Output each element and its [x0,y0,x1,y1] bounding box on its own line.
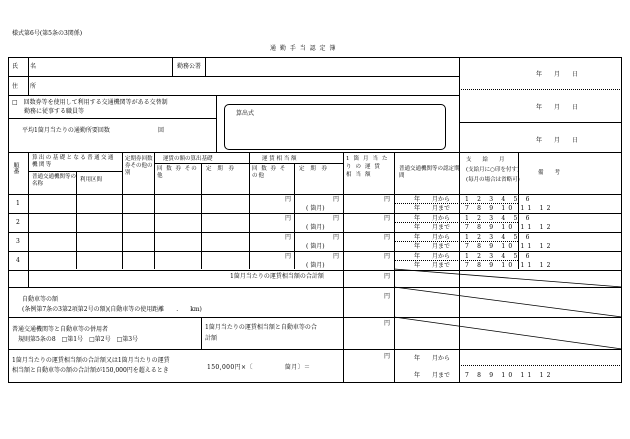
date-3: 年 月 日 [536,137,579,144]
ticket-type-header: 定期券回数券その他の別 [125,156,153,176]
months-count: ( 箇月) [306,243,325,250]
exceed-from: 年 月から [414,355,451,362]
date-2: 年 月 日 [536,104,579,111]
remarks-header: 備 考 [538,170,561,176]
pay-month-sub1: (支給月に○印を付す) [466,167,520,173]
exceed-label: 1箇月当たりの運賃相当額の合計額又は1箇月当たりの運賃 [12,357,170,364]
fare-basis-header: 運賃の額の算出基礎 [163,156,213,162]
exceed-label-2: 相当額と自動車等の額の合計額が150,000円を超えるとき [12,367,169,374]
equiv-teiki-header: 定 期 券 [299,166,329,172]
fare-count-header: 回 数 券 その他 [157,166,198,179]
pay-months-row2[interactable]: 7 8 9 10 11 12 [465,243,554,250]
car-amount-yen: 円 [384,293,391,300]
pay-months-row1[interactable]: 1 2 3 4 5 6 [465,253,533,260]
months-count: ( 箇月) [306,205,325,212]
fare-teiki-header: 定 期 券 [206,166,236,172]
exceed-formula: 150,000円×〔 箇月〕＝ [207,364,311,371]
monthly-yen: 円 [384,196,391,203]
monthly-total-label: 1箇月当たりの運賃相当額の合計額 [230,273,324,280]
combo-sum-label: 1箇月当たりの運賃相当額と自動車等の合 [205,324,317,331]
exceed-yen: 円 [384,353,391,360]
exceed-months[interactable]: 7 8 9 10 11 12 [465,372,554,379]
serial-header: 順番 [12,162,19,174]
monthly-yen: 円 [384,234,391,241]
months-count: ( 箇月) [306,262,325,269]
row-number: 1 [16,200,20,207]
form-label: 様式第6号(第5条の3関係) [12,30,83,37]
monthly-fare-header: 1箇月当たりの運賃相当額 [346,156,392,178]
equiv-teiki-yen: 円 [333,253,340,260]
office-label: 勤務公署 [177,63,202,70]
period-from: 年 月から [414,215,451,222]
combo-label: 普通交通機関等と自動車等の併用者 [12,326,109,333]
date-1: 年 月 日 [536,71,579,78]
period-to: 年 月まで [414,224,451,231]
equiv-count-yen: 円 [285,253,292,260]
monthly-yen: 円 [384,253,391,260]
equiv-teiki-yen: 円 [333,215,340,222]
car-amount-label: 自動車等の額 [22,296,59,303]
name-label: 氏 名 [12,63,37,70]
shift-worker-checkbox[interactable]: □ 回数券等を使用して利用する交通機関等がある交替制 [12,99,168,106]
period-to: 年 月まで [414,243,451,250]
pay-months-row2[interactable]: 7 8 9 10 11 12 [465,224,554,231]
equiv-header: 運 賃 相 当 額 [262,156,297,162]
equiv-count-header: 回 数 券 その他 [252,166,287,179]
pay-month-sub2: (毎月の場合は省略可) [466,177,520,183]
period-from: 年 月から [414,234,451,241]
row-number: 4 [16,257,20,264]
equiv-count-yen: 円 [285,196,292,203]
period-to: 年 月まで [414,262,451,269]
exceed-to: 年 月まで [414,372,451,379]
pay-months-row1[interactable]: 1 2 3 4 5 6 [465,196,533,203]
address-label: 住 所 [12,83,37,90]
pay-months-row2[interactable]: 7 8 9 10 11 12 [465,205,554,212]
combo-sum-yen: 円 [384,320,391,327]
pay-months-row1[interactable]: 1 2 3 4 5 6 [465,215,533,222]
equiv-count-yen: 円 [285,234,292,241]
period-header: 普通交通機関等の認定期間 [399,166,460,179]
equiv-count-yen: 円 [285,215,292,222]
section-header: 利用区間 [80,177,103,183]
car-amount-sub: (条例第7条の3第2項第2号の額)(自動車等の使用距離 . km) [22,306,202,313]
avg-commute-label: 平均1箇月当たりの通勤所要回数 [22,127,110,134]
pay-months-row2[interactable]: 7 8 9 10 11 12 [465,262,554,269]
pay-months-row1[interactable]: 1 2 3 4 5 6 [465,234,533,241]
months-count: ( 箇月) [306,224,325,231]
combo-sum-label-2: 計額 [205,335,218,342]
monthly-total-yen: 円 [384,273,391,280]
combo-checkboxes[interactable]: 規則第5条の8 □第1号 □第2号 □第3号 [18,336,139,343]
period-from: 年 月から [414,196,451,203]
carrier-header: 普通交通機関等の名称 [32,174,77,187]
monthly-yen: 円 [384,215,391,222]
period-from: 年 月から [414,253,451,260]
pay-month-header: 支 給 月 [466,157,505,163]
basis-header: 算出の基礎となる普通交通機関等 [32,155,115,168]
row-number: 2 [16,219,20,226]
row-number: 3 [16,238,20,245]
calc-formula-label: 算出式 [236,110,255,117]
avg-commute-unit: 回 [158,127,165,134]
form-title: 通 勤 手 当 認 定 簿 [270,45,337,52]
equiv-teiki-yen: 円 [333,234,340,241]
equiv-teiki-yen: 円 [333,196,340,203]
period-to: 年 月まで [414,205,451,212]
shift-worker-text: 勤務に従事する職員等 [24,108,85,115]
